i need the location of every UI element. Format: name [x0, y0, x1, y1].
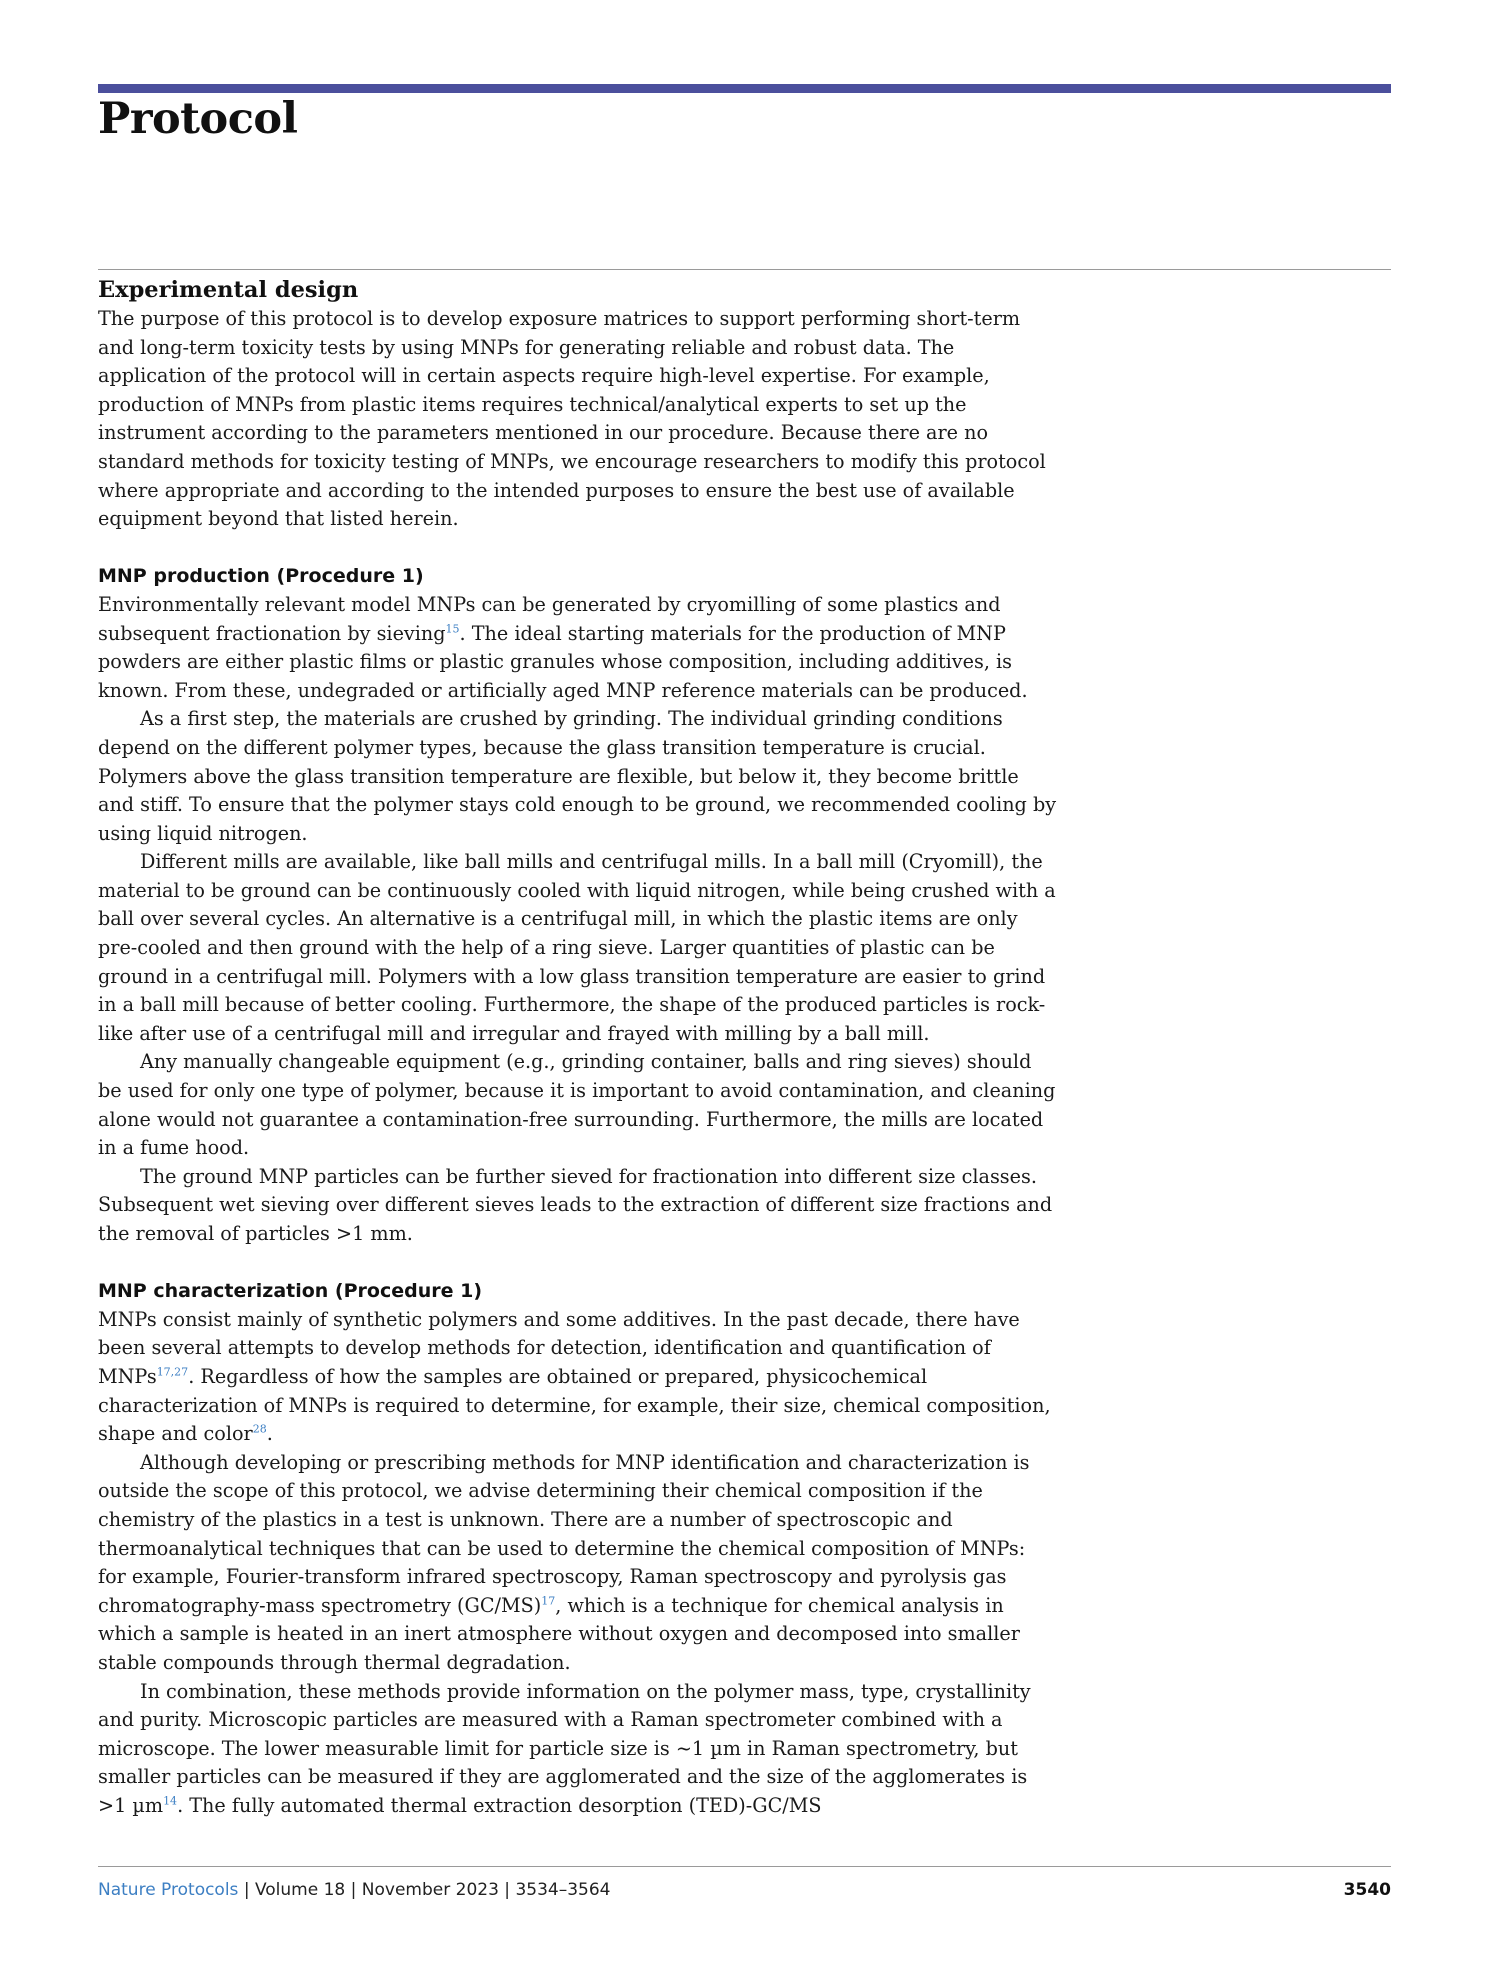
- citation-link[interactable]: 15: [445, 622, 460, 636]
- citation-link[interactable]: 14: [163, 1794, 178, 1808]
- subsection-heading-mnp-characterization: MNP characterization (Procedure 1): [98, 1280, 483, 1303]
- paragraph: The ground MNP particles can be further sieved for fractionation into different size classes. Subsequent wet sieving over different sieves leads to the extraction of different size fractions and the removal of particles >1 mm.: [98, 1164, 1053, 1245]
- subsection-heading-mnp-production: MNP production (Procedure 1): [98, 565, 424, 588]
- article-body: [98, 275, 1058, 1820]
- paragraph: The purpose of this protocol is to develop exposure matrices to support performing short-term and long-term toxicity tests by using MNPs for generating reliable and robust data. The application of the protocol will in certain aspects require high-level expertise. For example, production of MNPs from plastic items requires technical/analytical experts to set up the instrument according to the parameters mentioned in our procedure. Because there are no standard methods for toxicity testing of MNPs, we encourage researchers to modify this protocol where appropriate and according to the intended purposes to ensure the best use of available equipment beyond that listed herein.: [98, 307, 1046, 531]
- volume: Volume 18: [254, 1880, 346, 1900]
- page-range: 3534–3564: [515, 1880, 611, 1900]
- citation-link[interactable]: 17: [541, 1594, 556, 1608]
- journal-name-link[interactable]: Nature Protocols: [98, 1880, 239, 1900]
- paragraph: In combination, these methods provide information on the polymer mass, type, crystallinity and purity. Microscopic particles are measured with a Raman spectrometer combined with a microscope. The lower measurable limit for particle size is ~1 µm in Raman spectrometry, but smaller particles can be measured if they are agglomerated and the size of the agglomerates is >1 µm$^{14}$. The fully automated thermal extraction desorption (TED)-GC/MS: [98, 1679, 1031, 1817]
- paragraph: Although developing or prescribing methods for MNP identification and characterization is outside the scope of this protocol, we advise determining their chemical composition if the chemistry of the plastics in a test is unknown. There are a number of spectroscopic and thermoanalytical techniques that can be used to determine the chemical composition of MNPs: for example, Fourier-transform infrared spectroscopy, Raman spectroscopy and pyrolysis gas chromatography-mass spectrometry (GC/MS)$^{17}$, which is a technique for chemical analysis in which a sample is heated in an inert atmosphere without oxygen and decomposed into smaller stable compounds through thermal degradation.: [98, 1450, 1030, 1674]
- article-type-label: Protocol: [98, 94, 298, 144]
- citation-link[interactable]: 17,27: [156, 1365, 189, 1379]
- paragraph: Environmentally relevant model MNPs can be generated by cryomilling of some plastics and subsequent fractionation by sieving$^{15}$. The ideal starting materials for the production of MNP powders are either plastic films or plastic granules whose composition, including additives, is known. From these, undegraded or artificially aged MNP reference materials can be produced.: [98, 592, 1028, 702]
- issue-date: November 2023: [361, 1880, 499, 1900]
- paragraph: MNPs consist mainly of synthetic polymers and some additives. In the past decade, there have been several attempts to develop methods for detection, identification and quantification of MNPs$^{17,27}$. Regardless of how the samples are obtained or prepared, physicochemical characterization of MNPs is required to determine, for example, their size, chemical composition, shape and color$^{28}$.: [98, 1307, 1051, 1446]
- paragraph: Any manually changeable equipment (e.g., grinding container, balls and ring sieves) should be used for only one type of polymer, because it is important to avoid contamination, and cleaning alone would not guarantee a contamination-free surrounding. Furthermore, the mills are located in a fume hood.: [98, 1050, 1056, 1160]
- page-number: 3540: [1343, 1880, 1391, 1900]
- paragraph: As a first step, the materials are crushed by grinding. The individual grinding conditions depend on the different polymer types, because the glass transition temperature is crucial. Polymers above the glass transition temperature are flexible, but below it, they become brittle and stiff. To ensure that the polymer stays cold enough to be ground, we recommended cooling by using liquid nitrogen.: [98, 707, 1057, 845]
- header-accent-bar: [98, 84, 1391, 93]
- footer-citation: Nature Protocols | Volume 18 | November 2023 | 3534–3564: [98, 1880, 611, 1900]
- citation-link[interactable]: 28: [252, 1422, 267, 1436]
- section-heading-experimental-design: Experimental design: [98, 277, 359, 303]
- paragraph: Different mills are available, like ball mills and centrifugal mills. In a ball mill (Cryomill), the material to be ground can be continuously cooled with liquid nitrogen, while being crushed with a ball over several cycles. An alternative is a centrifugal mill, in which the plastic items are only pre-cooled and then ground with the help of a ring sieve. Larger quantities of plastic can be ground in a centrifugal mill. Polymers with a low glass transition temperature are easier to grind in a ball mill because of better cooling. Furthermore, the shape of the produced particles is rock-like after use of a centrifugal mill and irregular and frayed with milling by a ball mill.: [98, 850, 1056, 1045]
- section-divider: [98, 269, 1391, 270]
- footer-divider: [98, 1866, 1391, 1867]
